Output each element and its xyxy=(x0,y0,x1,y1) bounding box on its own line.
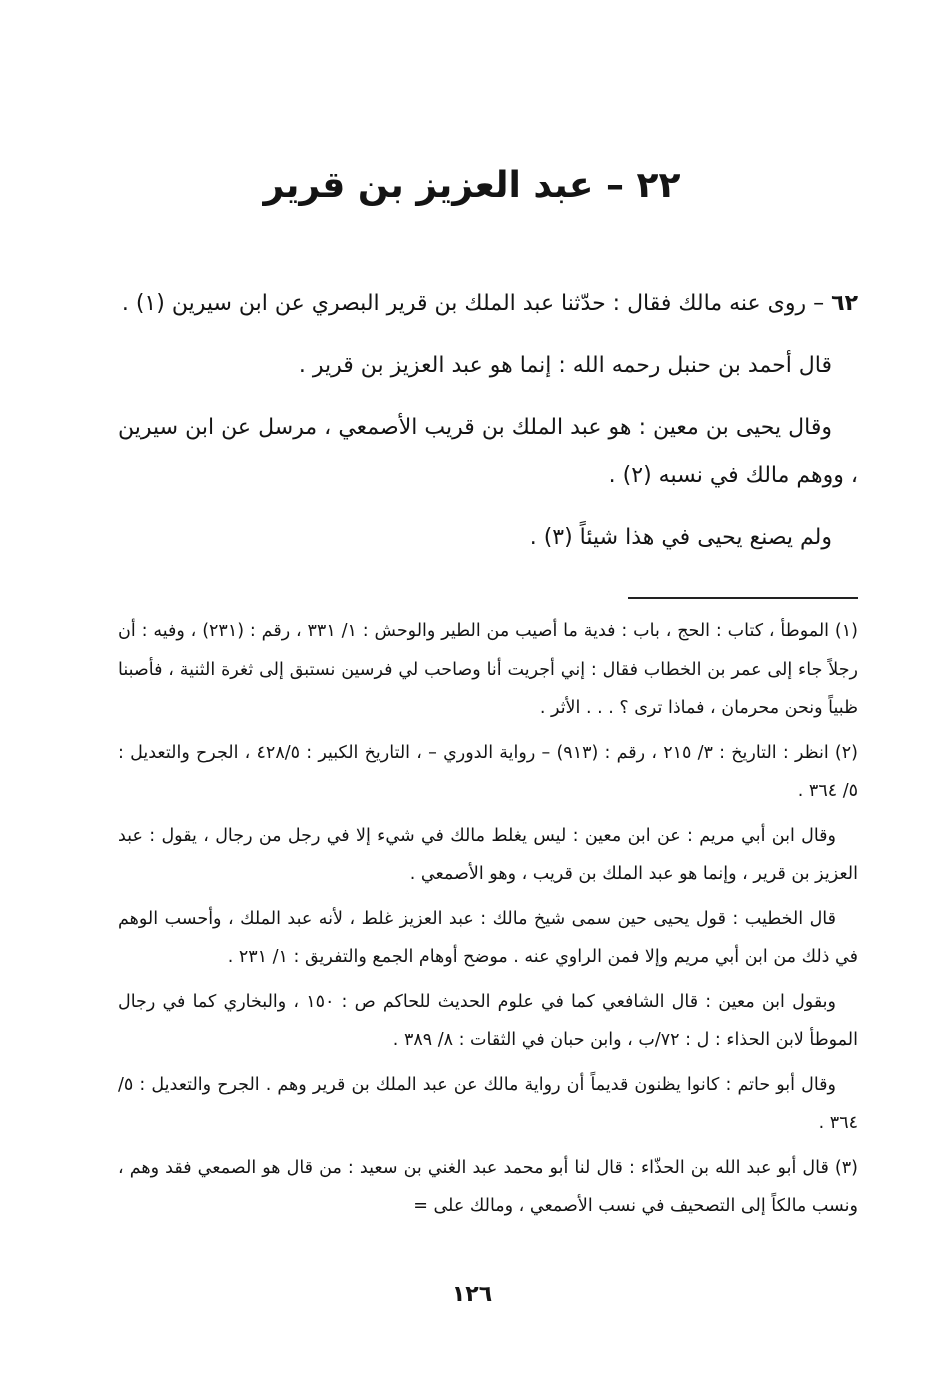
main-text xyxy=(118,280,858,576)
footnote-2-ibn-abi-maryam: وقال ابن أبي مريم : عن ابن معين : ليس يغلط مالك في شيء إلا في رجل من رجال ، يقول : عبد العزيز بن قرير ، وإنما هو عبد الملك بن قريب ، وهو الأصمعي . xyxy=(118,825,858,884)
paragraph-conclusion: ولم يصنع يحيى في هذا شيئاً (٣) . xyxy=(529,525,832,550)
page-number: ١٢٦ xyxy=(451,1282,493,1307)
paragraph-yahya: وقال يحيى بن معين : هو عبد الملك بن قريب الأصمعي ، مرسل عن ابن سيرين ، ووهم مالك في نسبه (٢) . xyxy=(118,415,858,488)
footnote-2: (٢) انظر : التاريخ : ٣/ ٢١٥ ، رقم : (٩١٣) – رواية الدوري – ، التاريخ الكبير : ٤٢٨/٥ ، الجرح والتعديل : ٥/ ٣٦٤ . xyxy=(118,742,858,801)
paragraph-ahmad: قال أحمد بن حنبل رحمه الله : إنما هو عبد العزيز بن قرير . xyxy=(298,353,832,378)
narration-text: – روى عنه مالك فقال : حدّثنا عبد الملك بن قرير البصري عن ابن سيرين (١) . xyxy=(121,291,832,316)
footnote-2-abu-hatim: وقال أبو حاتم : كانوا يظنون قديماً أن رواية مالك عن عبد الملك بن قرير وهم . الجرح والتعديل : ٥/ ٣٦٤ . xyxy=(118,1074,858,1133)
footnote-divider xyxy=(628,597,858,599)
footnote-2-shafii: وبقول ابن معين : قال الشافعي كما في علوم الحديث للحاكم ص : ١٥٠ ، والبخاري كما في رجال الموطأ لابن الحذاء : ل : ٧٢/ب ، وابن حبان في الثقات : ٨/ ٣٨٩ . xyxy=(118,991,858,1050)
narration-number: ٦٢ xyxy=(831,291,858,316)
paragraph-narration xyxy=(118,280,858,328)
footnote-1: (١) الموطأ ، كتاب : الحج ، باب : فدية ما أصيب من الطير والوحش : ١/ ٣٣١ ، رقم : (٢٣١) ، وفيه : أن رجلاً جاء إلى عمر بن الخطاب فقال : إني أجريت أنا وصاحب لي فرسين نستبق إلى ثغرة الثنية ، فأصبنا ظبياً ونحن محرمان ، فماذا ترى ؟ . . . الأثر . xyxy=(118,621,858,718)
footnote-2-khatib: قال الخطيب : قول يحيى حين سمى شيخ مالك : عبد العزيز غلط ، لأنه عبد الملك ، وأحسب الوهم في ذلك من ابن أبي مريم وإلا فمن الراوي عنه . موضح أوهام الجمع والتفريق : ١/ ٢٣١ . xyxy=(118,908,858,967)
chapter-title: ٢٢ – عبد العزيز بن قرير xyxy=(263,165,681,206)
footnote-3: (٣) قال أبو عبد الله بن الحذّاء : قال لنا أبو محمد عبد الغني بن سعيد : من قال هو الصمعي فقد وهم ، ونسب مالكاً إلى التصحيف في نسب الأصمعي ، ومالك على = xyxy=(118,1157,858,1216)
footnotes xyxy=(118,612,858,1232)
